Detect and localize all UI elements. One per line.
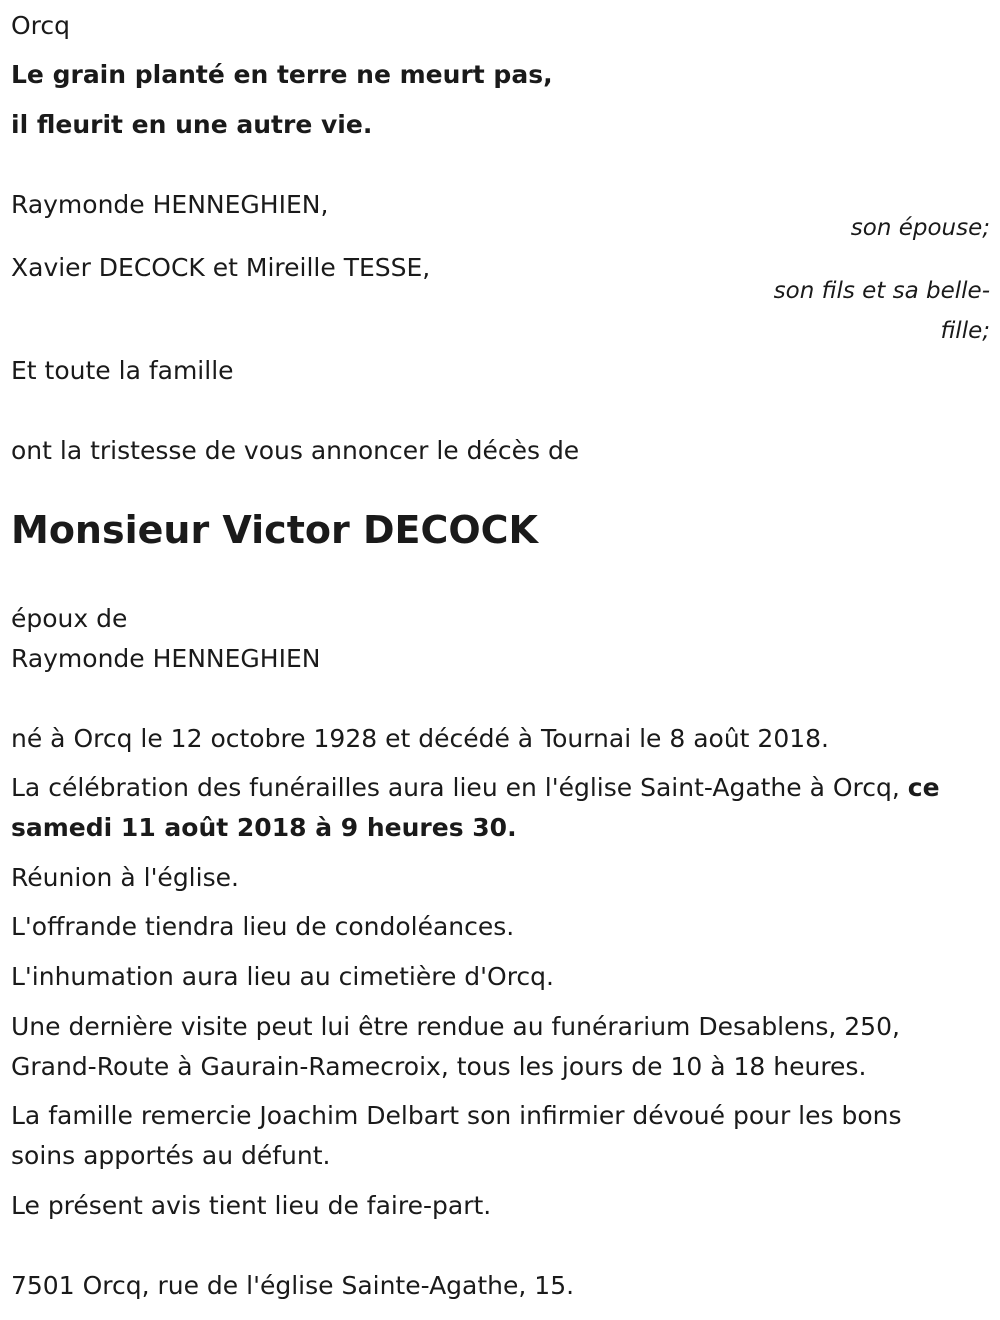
funeral-text: La célébration des funérailles aura lieu en l'église Saint-Agathe à Orcq,: [11, 773, 900, 802]
family-member-1-name: Raymonde HENNEGHIEN,: [11, 190, 329, 219]
offering-line: L'offrande tiendra lieu de condoléances.: [11, 912, 515, 941]
deceased-name: Monsieur Victor DECOCK: [11, 508, 538, 552]
meeting-line: Réunion à l'église.: [11, 863, 239, 892]
spouse-label: époux de: [11, 604, 128, 633]
family-member-2-role-line-2: fille;: [940, 318, 990, 344]
family-others: Et toute la famille: [11, 356, 234, 385]
thanks-line-2: soins apportés au défunt.: [11, 1141, 331, 1170]
quote-line-1: Le grain planté en terre ne meurt pas,: [11, 60, 553, 89]
address: 7501 Orcq, rue de l'église Sainte-Agathe, 15.: [11, 1271, 575, 1300]
burial-line: L'inhumation aura lieu au cimetière d'Orcq.: [11, 962, 554, 991]
visit-line-2: Grand-Route à Gaurain-Ramecroix, tous les jours de 10 à 18 heures.: [11, 1052, 867, 1081]
announcement: ont la tristesse de vous annoncer le décès de: [11, 436, 580, 465]
spouse-name: Raymonde HENNEGHIEN: [11, 644, 321, 673]
thanks-line-1: La famille remercie Joachim Delbart son infirmier dévoué pour les bons: [11, 1101, 902, 1130]
funeral-bold-start: ce: [907, 773, 940, 802]
funeral-line-1: [11, 773, 940, 803]
family-member-2-role-line-1: son fils et sa belle-: [773, 278, 990, 304]
visit-line-1: Une dernière visite peut lui être rendue au funérarium Desablens, 250,: [11, 1012, 900, 1041]
family-member-1-role: son épouse;: [850, 215, 990, 241]
quote-line-2: il fleurit en une autre vie.: [11, 110, 373, 139]
notice-line: Le présent avis tient lieu de faire-part.: [11, 1191, 492, 1220]
family-member-2-name: Xavier DECOCK et Mireille TESSE,: [11, 253, 431, 282]
locality: Orcq: [11, 11, 71, 40]
birth-death-line: né à Orcq le 12 octobre 1928 et décédé à Tournai le 8 août 2018.: [11, 724, 830, 753]
funeral-line-2: samedi 11 août 2018 à 9 heures 30.: [11, 813, 517, 842]
